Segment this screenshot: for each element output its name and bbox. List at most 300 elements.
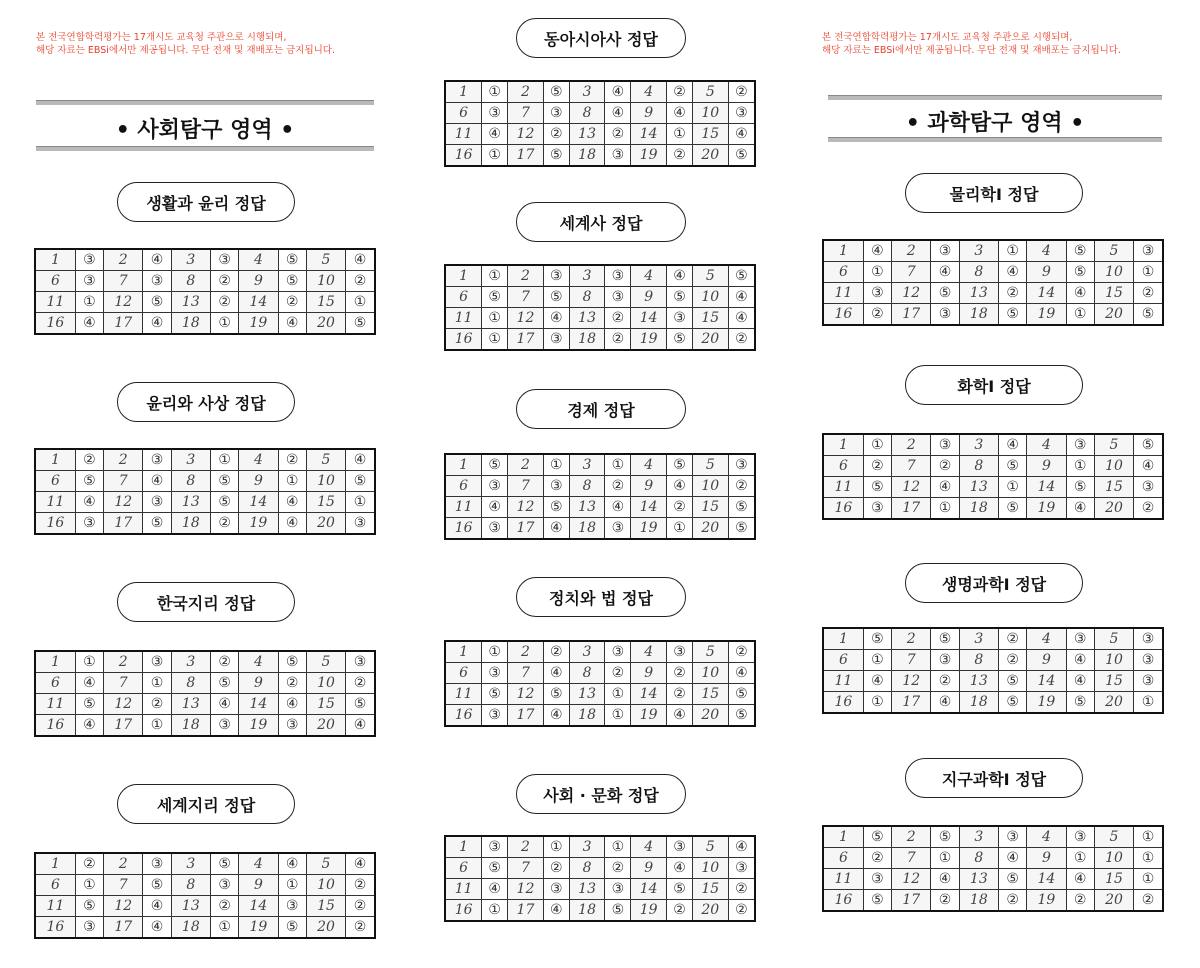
question-number: 17 [508, 145, 544, 167]
answer-cell: ⑤ [998, 304, 1026, 326]
answer-cell: ⑤ [667, 454, 693, 476]
answer-cell: ⑤ [278, 651, 306, 673]
answer-cell: ⑤ [863, 890, 891, 912]
question-number: 20 [306, 715, 345, 737]
answer-cell: ④ [998, 848, 1026, 869]
answer-cell: ① [863, 650, 891, 671]
table-row [445, 81, 755, 103]
answer-cell: ① [210, 449, 238, 471]
answer-cell: ② [667, 145, 693, 167]
answer-cell: ② [931, 671, 959, 692]
question-number: 10 [306, 271, 345, 292]
answer-cell: ⑤ [998, 671, 1026, 692]
question-number: 7 [508, 103, 544, 124]
question-number: 12 [104, 292, 143, 313]
answer-cell: ① [482, 308, 508, 329]
question-number: 13 [171, 292, 210, 313]
question-number: 1 [823, 628, 863, 650]
answer-cell: ② [605, 308, 631, 329]
question-number: 10 [692, 103, 728, 124]
question-number: 19 [631, 705, 667, 727]
answer-cell: ④ [931, 869, 959, 890]
question-number: 2 [104, 249, 143, 271]
question-number: 4 [631, 81, 667, 103]
answer-table [444, 264, 756, 351]
answer-cell: ⑤ [1066, 692, 1094, 714]
question-number: 14 [1027, 477, 1066, 498]
answer-cell: ④ [346, 249, 375, 271]
question-number: 18 [171, 313, 210, 335]
answer-cell: ③ [482, 663, 508, 684]
question-number: 17 [508, 705, 544, 727]
answer-cell: ③ [543, 103, 569, 124]
question-number: 7 [104, 271, 143, 292]
question-number: 16 [35, 513, 75, 535]
question-number: 3 [171, 449, 210, 471]
answer-cell: ④ [143, 313, 171, 335]
answer-cell: ① [278, 875, 306, 896]
answer-cell: ④ [931, 692, 959, 714]
answer-table [34, 852, 376, 939]
table-row [445, 497, 755, 518]
answer-cell: ② [863, 304, 891, 326]
answer-table [444, 453, 756, 540]
table-row [35, 449, 375, 471]
answer-cell: ④ [998, 434, 1026, 456]
answer-cell: ⑤ [863, 826, 891, 848]
question-number: 14 [631, 879, 667, 900]
answer-cell: ② [863, 456, 891, 477]
answer-cell: ⑤ [728, 497, 755, 518]
question-number: 15 [306, 896, 345, 917]
answer-cell: ⑤ [75, 694, 103, 715]
answer-cell: ④ [728, 287, 755, 308]
question-number: 8 [959, 456, 998, 477]
question-number: 11 [35, 292, 75, 313]
notice-line2: 해당 자료는 EBSi에서만 제공됩니다. 무단 전재 및 재배포는 금지됩니다. [822, 45, 1122, 56]
question-number: 12 [508, 684, 544, 705]
answer-cell: ⑤ [543, 287, 569, 308]
answer-cell: ② [346, 271, 375, 292]
answer-cell: ④ [143, 896, 171, 917]
question-number: 11 [445, 497, 482, 518]
answer-cell: ③ [728, 858, 755, 879]
answer-cell: ④ [998, 262, 1026, 283]
question-number: 17 [508, 329, 544, 351]
question-number: 5 [1094, 434, 1133, 456]
question-number: 11 [445, 308, 482, 329]
answer-cell: ③ [667, 641, 693, 663]
answer-cell: ⑤ [482, 287, 508, 308]
table-row [823, 628, 1163, 650]
answer-cell: ③ [210, 715, 238, 737]
answer-cell: ② [346, 673, 375, 694]
question-number: 5 [1094, 240, 1133, 262]
answer-cell: ⑤ [1134, 434, 1163, 456]
answer-cell: ④ [75, 715, 103, 737]
table-row [823, 890, 1163, 912]
answer-cell: ⑤ [728, 684, 755, 705]
answer-cell: ⑤ [998, 498, 1026, 520]
table-row [823, 650, 1163, 671]
question-number: 1 [35, 249, 75, 271]
answer-cell: ⑤ [1066, 262, 1094, 283]
answer-cell: ② [278, 449, 306, 471]
question-number: 6 [823, 262, 863, 283]
question-number: 12 [104, 694, 143, 715]
question-number: 18 [569, 705, 605, 727]
question-number: 9 [631, 103, 667, 124]
question-number: 13 [959, 283, 998, 304]
answer-cell: ④ [543, 308, 569, 329]
answer-cell: ② [210, 896, 238, 917]
table-row [823, 304, 1163, 326]
question-number: 6 [823, 456, 863, 477]
answer-cell: ⑤ [543, 81, 569, 103]
question-number: 4 [631, 836, 667, 858]
answer-cell: ③ [1134, 671, 1163, 692]
question-number: 10 [1094, 262, 1133, 283]
answer-cell: ③ [75, 917, 103, 939]
answer-cell: ④ [605, 497, 631, 518]
answer-cell: ⑤ [482, 858, 508, 879]
answer-cell: ⑤ [728, 265, 755, 287]
question-number: 5 [306, 449, 345, 471]
subject-title-pill: 물리학Ⅰ 정답 [905, 173, 1083, 213]
question-number: 9 [631, 858, 667, 879]
question-number: 7 [508, 287, 544, 308]
answer-cell: ④ [728, 308, 755, 329]
answer-cell: ④ [482, 124, 508, 145]
answer-cell: ② [998, 890, 1026, 912]
answer-cell: ⑤ [998, 456, 1026, 477]
answer-cell: ③ [667, 836, 693, 858]
answer-cell: ① [482, 145, 508, 167]
answer-cell: ① [75, 875, 103, 896]
answer-cell: ④ [75, 673, 103, 694]
question-number: 15 [692, 497, 728, 518]
table-row [823, 692, 1163, 714]
question-number: 11 [35, 694, 75, 715]
answer-cell: ① [1134, 262, 1163, 283]
answer-cell: ④ [1066, 283, 1094, 304]
answer-cell: ① [931, 498, 959, 520]
answer-cell: ④ [1066, 650, 1094, 671]
question-number: 9 [1027, 848, 1066, 869]
table-row [445, 641, 755, 663]
question-number: 19 [239, 513, 278, 535]
answer-cell: ③ [667, 308, 693, 329]
question-number: 18 [171, 513, 210, 535]
question-number: 6 [35, 471, 75, 492]
question-number: 9 [631, 476, 667, 497]
question-number: 7 [892, 262, 931, 283]
answer-cell: ③ [75, 271, 103, 292]
answer-cell: ① [605, 705, 631, 727]
table-row [823, 477, 1163, 498]
answer-cell: ② [1066, 890, 1094, 912]
question-number: 18 [171, 917, 210, 939]
answer-cell: ① [278, 471, 306, 492]
answer-cell: ① [482, 329, 508, 351]
question-number: 16 [823, 890, 863, 912]
answer-cell: ⑤ [75, 896, 103, 917]
answer-cell: ⑤ [278, 249, 306, 271]
question-number: 5 [692, 81, 728, 103]
question-number: 14 [1027, 283, 1066, 304]
answer-cell: ③ [728, 103, 755, 124]
question-number: 11 [823, 869, 863, 890]
table-row [823, 283, 1163, 304]
question-number: 7 [892, 848, 931, 869]
question-number: 18 [959, 498, 998, 520]
answer-cell: ③ [143, 651, 171, 673]
subject-title-pill: 정치와 법 정답 [516, 577, 686, 617]
question-number: 17 [508, 900, 544, 922]
answer-cell: ② [278, 673, 306, 694]
question-number: 20 [1094, 304, 1133, 326]
answer-cell: ① [543, 454, 569, 476]
answer-cell: ① [1066, 848, 1094, 869]
question-number: 15 [306, 292, 345, 313]
question-number: 20 [1094, 498, 1133, 520]
answer-cell: ④ [728, 124, 755, 145]
question-number: 11 [823, 671, 863, 692]
question-number: 11 [445, 684, 482, 705]
answer-cell: ① [667, 518, 693, 540]
question-number: 6 [35, 673, 75, 694]
table-row [823, 826, 1163, 848]
question-number: 12 [892, 283, 931, 304]
answer-cell: ③ [931, 240, 959, 262]
question-number: 17 [104, 513, 143, 535]
question-number: 15 [1094, 671, 1133, 692]
question-number: 10 [306, 471, 345, 492]
question-number: 4 [631, 454, 667, 476]
question-number: 13 [959, 477, 998, 498]
question-number: 6 [35, 271, 75, 292]
answer-table [444, 80, 756, 167]
question-number: 19 [1027, 692, 1066, 714]
answer-cell: ③ [543, 476, 569, 497]
answer-cell: ③ [482, 518, 508, 540]
answer-cell: ② [605, 858, 631, 879]
question-number: 1 [35, 651, 75, 673]
question-number: 14 [631, 124, 667, 145]
question-number: 18 [569, 145, 605, 167]
question-number: 16 [823, 498, 863, 520]
answer-cell: ① [1134, 848, 1163, 869]
answer-cell: ③ [1066, 434, 1094, 456]
answer-cell: ③ [605, 287, 631, 308]
answer-table [822, 433, 1164, 520]
answer-cell: ④ [863, 671, 891, 692]
answer-cell: ③ [346, 513, 375, 535]
answer-cell: ① [863, 434, 891, 456]
question-number: 15 [692, 879, 728, 900]
question-number: 19 [1027, 890, 1066, 912]
answer-cell: ② [998, 650, 1026, 671]
question-number: 5 [692, 641, 728, 663]
question-number: 12 [104, 492, 143, 513]
section-banner-science [828, 95, 1162, 145]
question-number: 8 [569, 287, 605, 308]
question-number: 6 [445, 663, 482, 684]
table-row [823, 240, 1163, 262]
question-number: 13 [171, 896, 210, 917]
question-number: 2 [508, 836, 544, 858]
answer-cell: ⑤ [210, 853, 238, 875]
question-number: 10 [1094, 456, 1133, 477]
answer-cell: ③ [605, 145, 631, 167]
question-number: 4 [1027, 434, 1066, 456]
answer-cell: ④ [1066, 869, 1094, 890]
table-row [35, 694, 375, 715]
question-number: 14 [239, 292, 278, 313]
question-number: 13 [171, 694, 210, 715]
answer-cell: ④ [1134, 456, 1163, 477]
answer-cell: ② [346, 896, 375, 917]
answer-cell: ③ [143, 271, 171, 292]
answer-cell: ③ [1066, 628, 1094, 650]
question-number: 8 [959, 262, 998, 283]
question-number: 11 [823, 283, 863, 304]
question-number: 14 [631, 684, 667, 705]
question-number: 4 [239, 449, 278, 471]
answer-cell: ④ [1066, 671, 1094, 692]
question-number: 8 [959, 650, 998, 671]
question-number: 20 [306, 917, 345, 939]
answer-cell: ③ [482, 103, 508, 124]
answer-cell: ② [728, 641, 755, 663]
answer-cell: ② [346, 875, 375, 896]
answer-cell: ③ [931, 434, 959, 456]
table-row [35, 292, 375, 313]
table-row [35, 853, 375, 875]
answer-cell: ① [1066, 456, 1094, 477]
answer-cell: ④ [143, 471, 171, 492]
question-number: 16 [445, 705, 482, 727]
answer-cell: ⑤ [998, 869, 1026, 890]
answer-cell: ④ [931, 477, 959, 498]
answer-cell: ⑤ [346, 694, 375, 715]
question-number: 7 [892, 456, 931, 477]
answer-cell: ③ [75, 249, 103, 271]
question-number: 2 [104, 853, 143, 875]
answer-cell: ② [728, 81, 755, 103]
answer-cell: ⑤ [75, 471, 103, 492]
table-row [445, 287, 755, 308]
answer-cell: ① [863, 692, 891, 714]
answer-cell: ⑤ [931, 283, 959, 304]
question-number: 9 [631, 663, 667, 684]
answer-cell: ④ [346, 449, 375, 471]
question-number: 4 [631, 641, 667, 663]
answer-table [822, 627, 1164, 714]
table-row [445, 900, 755, 922]
table-row [823, 456, 1163, 477]
table-row [445, 663, 755, 684]
answer-cell: ⑤ [1066, 477, 1094, 498]
question-number: 16 [445, 145, 482, 167]
answer-cell: ③ [1134, 240, 1163, 262]
answer-cell: ③ [605, 518, 631, 540]
table-row [823, 434, 1163, 456]
answer-cell: ② [728, 900, 755, 922]
table-row [823, 262, 1163, 283]
answer-cell: ④ [278, 513, 306, 535]
answer-cell: ⑤ [143, 292, 171, 313]
answer-cell: ② [863, 848, 891, 869]
question-number: 9 [1027, 456, 1066, 477]
answer-cell: ④ [543, 900, 569, 922]
answer-cell: ② [278, 292, 306, 313]
answer-cell: ⑤ [278, 271, 306, 292]
answer-cell: ② [210, 513, 238, 535]
answer-cell: ③ [543, 265, 569, 287]
subject-title-pill: 동아시아사 정답 [516, 18, 686, 58]
table-row [35, 896, 375, 917]
table-row [445, 145, 755, 167]
question-number: 13 [959, 671, 998, 692]
question-number: 2 [104, 449, 143, 471]
answer-cell: ② [728, 476, 755, 497]
table-row [35, 651, 375, 673]
answer-cell: ⑤ [543, 497, 569, 518]
table-row [445, 684, 755, 705]
question-number: 18 [569, 329, 605, 351]
answer-cell: ① [543, 836, 569, 858]
question-number: 20 [692, 329, 728, 351]
question-number: 20 [1094, 890, 1133, 912]
answer-cell: ① [667, 124, 693, 145]
answer-cell: ④ [482, 879, 508, 900]
subject-title-pill: 생활과 윤리 정답 [117, 182, 295, 222]
answer-cell: ④ [667, 265, 693, 287]
answer-table [822, 239, 1164, 326]
table-row [35, 271, 375, 292]
notice-line2: 해당 자료는 EBSi에서만 제공됩니다. 무단 전재 및 재배포는 금지됩니다. [36, 45, 336, 56]
table-row [445, 858, 755, 879]
subject-title-pill: 생명과학Ⅰ 정답 [905, 563, 1083, 603]
table-row [823, 869, 1163, 890]
answer-cell: ③ [75, 513, 103, 535]
answer-cell: ⑤ [1066, 240, 1094, 262]
table-row [445, 124, 755, 145]
question-number: 8 [171, 271, 210, 292]
question-number: 14 [631, 308, 667, 329]
answer-cell: ② [667, 900, 693, 922]
answer-cell: ① [1134, 826, 1163, 848]
answer-cell: ① [346, 492, 375, 513]
subject-title-pill: 윤리와 사상 정답 [117, 382, 295, 422]
question-number: 5 [306, 249, 345, 271]
question-number: 3 [959, 434, 998, 456]
answer-cell: ② [1134, 283, 1163, 304]
answer-cell: ② [210, 651, 238, 673]
table-row [35, 492, 375, 513]
question-number: 3 [569, 454, 605, 476]
question-number: 3 [171, 853, 210, 875]
question-number: 1 [445, 81, 482, 103]
answer-cell: ① [931, 848, 959, 869]
question-number: 16 [35, 313, 75, 335]
answer-cell: ③ [346, 651, 375, 673]
answer-cell: ⑤ [543, 145, 569, 167]
subject-title-pill: 한국지리 정답 [117, 582, 295, 622]
answer-cell: ③ [278, 896, 306, 917]
answer-cell: ③ [543, 879, 569, 900]
